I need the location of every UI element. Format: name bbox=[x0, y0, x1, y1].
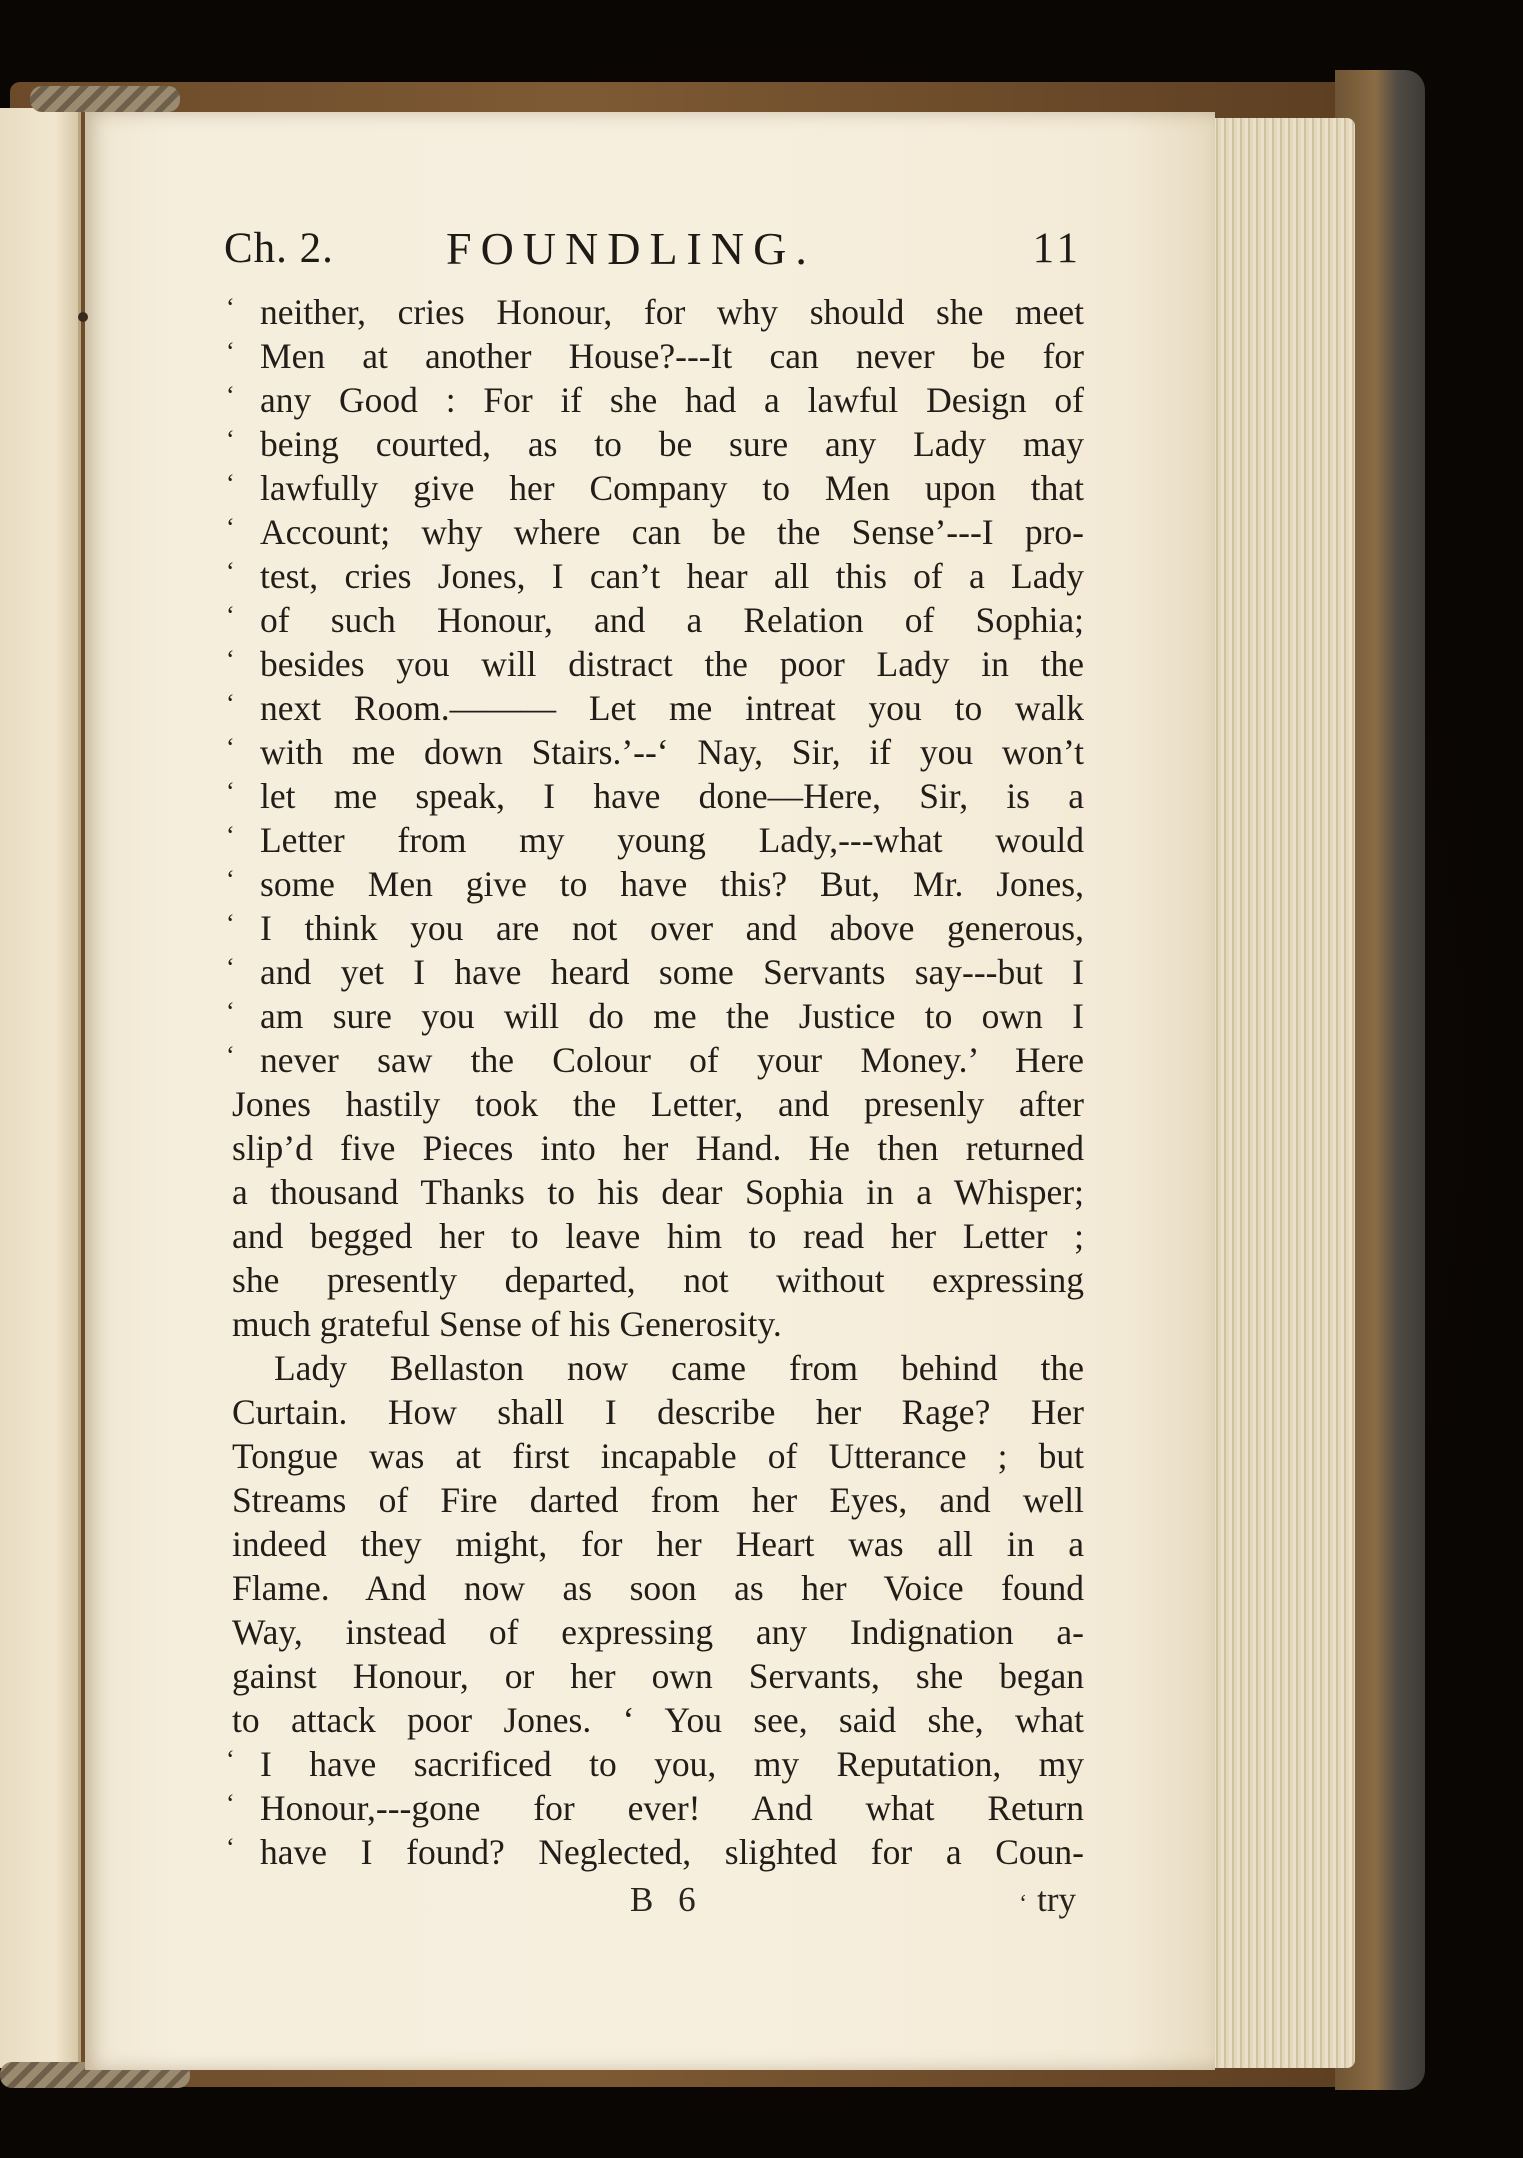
text-line bbox=[232, 1434, 1084, 1478]
text-line bbox=[226, 730, 1084, 774]
text-line bbox=[232, 1214, 1084, 1258]
line-text: I have sacrificed to you, my Reputation, my bbox=[260, 1744, 1084, 1784]
text-line bbox=[226, 510, 1084, 554]
line-text: Lady Bellaston now came from behind the bbox=[274, 1348, 1084, 1388]
quote-mark: ‘ bbox=[226, 997, 235, 1026]
text-line bbox=[226, 1786, 1084, 1830]
quote-mark: ‘ bbox=[226, 645, 235, 674]
line-text: to attack poor Jones. ‘ You see, said she, what bbox=[232, 1700, 1084, 1740]
catchword-text: try bbox=[1037, 1880, 1076, 1919]
line-text: have I found? Neglected, slighted for a Coun- bbox=[260, 1832, 1084, 1872]
line-text: lawfully give her Company to Men upon that bbox=[260, 468, 1084, 508]
text-line bbox=[232, 1478, 1084, 1522]
line-text: Curtain. How shall I describe her Rage? Her bbox=[232, 1392, 1084, 1432]
text-line bbox=[226, 774, 1084, 818]
quote-mark: ‘ bbox=[226, 821, 235, 850]
quote-mark: ‘ bbox=[226, 337, 235, 366]
margin-mark bbox=[78, 312, 88, 322]
page-text bbox=[226, 290, 1084, 1874]
quote-mark: ‘ bbox=[226, 293, 235, 322]
text-line bbox=[232, 1170, 1084, 1214]
text-line bbox=[226, 598, 1084, 642]
quote-mark: ‘ bbox=[226, 953, 235, 982]
text-line bbox=[226, 906, 1084, 950]
line-text: and yet I have heard some Servants say---but I bbox=[260, 952, 1084, 992]
text-line bbox=[226, 862, 1084, 906]
line-text: besides you will distract the poor Lady in the bbox=[260, 644, 1084, 684]
quote-mark: ‘ bbox=[226, 733, 235, 762]
line-text: gainst Honour, or her own Servants, she began bbox=[232, 1656, 1084, 1696]
text-line bbox=[226, 1830, 1084, 1874]
text-line bbox=[226, 818, 1084, 862]
line-text: let me speak, I have done—Here, Sir, is a bbox=[260, 776, 1084, 816]
text-line bbox=[232, 1610, 1084, 1654]
quote-mark: ‘ bbox=[226, 469, 235, 498]
quote-mark: ‘ bbox=[226, 425, 235, 454]
quote-mark: ‘ bbox=[226, 1833, 235, 1862]
line-text: some Men give to have this? But, Mr. Jones, bbox=[260, 864, 1084, 904]
quote-mark: ‘ bbox=[226, 513, 235, 542]
quote-mark: ‘ bbox=[226, 1745, 235, 1774]
text-line bbox=[232, 1654, 1084, 1698]
quote-mark: ‘ bbox=[226, 1041, 235, 1070]
text-line bbox=[232, 1126, 1084, 1170]
quote-mark: ‘ bbox=[226, 557, 235, 586]
quote-mark: ‘ bbox=[226, 601, 235, 630]
line-text: am sure you will do me the Justice to own I bbox=[260, 996, 1084, 1036]
text-line bbox=[226, 994, 1084, 1038]
page-block-edges bbox=[1205, 118, 1355, 2068]
line-text: Streams of Fire darted from her Eyes, and well bbox=[232, 1480, 1084, 1520]
text-line bbox=[226, 686, 1084, 730]
quote-mark: ‘ bbox=[226, 689, 235, 718]
text-line bbox=[226, 950, 1084, 994]
line-text: indeed they might, for her Heart was all in a bbox=[232, 1524, 1084, 1564]
quote-mark: ‘ bbox=[226, 909, 235, 938]
line-text: next Room.——— Let me intreat you to walk bbox=[260, 688, 1084, 728]
line-text: Jones hastily took the Letter, and presenly after bbox=[232, 1084, 1084, 1124]
line-text: neither, cries Honour, for why should she meet bbox=[260, 292, 1084, 332]
chapter-label: Ch. 2. bbox=[224, 225, 334, 272]
line-text: she presently departed, not without expressing bbox=[232, 1260, 1084, 1300]
line-text: Men at another House?---It can never be for bbox=[260, 336, 1084, 376]
line-text: much grateful Sense of his Generosity. bbox=[232, 1304, 782, 1344]
text-line bbox=[226, 642, 1084, 686]
text-line bbox=[226, 378, 1084, 422]
catchword bbox=[1019, 1880, 1076, 1920]
line-text: any Good : For if she had a lawful Design of bbox=[260, 380, 1084, 420]
text-line bbox=[232, 1346, 1084, 1390]
quote-mark: ‘ bbox=[226, 865, 235, 894]
page-number: 11 bbox=[1032, 225, 1082, 272]
left-page-edge bbox=[0, 108, 81, 2068]
quote-mark: ‘ bbox=[226, 381, 235, 410]
line-text: never saw the Colour of your Money.’ Here bbox=[260, 1040, 1084, 1080]
text-line bbox=[226, 290, 1084, 334]
text-line bbox=[226, 422, 1084, 466]
line-text: being courted, as to be sure any Lady may bbox=[260, 424, 1084, 464]
text-line bbox=[226, 334, 1084, 378]
line-text: test, cries Jones, I can’t hear all this of a Lady bbox=[260, 556, 1084, 596]
line-text: Flame. And now as soon as her Voice found bbox=[232, 1568, 1084, 1608]
catchword-quote: ‘ bbox=[1019, 1891, 1028, 1917]
line-text: Way, instead of expressing any Indignation a- bbox=[232, 1612, 1084, 1652]
line-text: and begged her to leave him to read her Letter ; bbox=[232, 1216, 1084, 1256]
line-text: Honour,---gone for ever! And what Return bbox=[260, 1788, 1084, 1828]
line-text: Account; why where can be the Sense’---I pro- bbox=[260, 512, 1084, 552]
quote-mark: ‘ bbox=[226, 1789, 235, 1818]
line-text: of such Honour, and a Relation of Sophia; bbox=[260, 600, 1084, 640]
text-line bbox=[226, 1038, 1084, 1082]
catchline bbox=[232, 1880, 1084, 1924]
text-line bbox=[232, 1082, 1084, 1126]
text-line bbox=[232, 1258, 1084, 1302]
line-text: Letter from my young Lady,---what would bbox=[260, 820, 1084, 860]
text-line bbox=[226, 466, 1084, 510]
line-text: a thousand Thanks to his dear Sophia in a Whisper; bbox=[232, 1172, 1084, 1212]
text-line bbox=[232, 1302, 1084, 1346]
text-line bbox=[226, 554, 1084, 598]
line-text: slip’d five Pieces into her Hand. He then returned bbox=[232, 1128, 1084, 1168]
running-title: FOUNDLING. bbox=[446, 223, 816, 274]
text-line bbox=[232, 1698, 1084, 1742]
binding-cord-top bbox=[30, 86, 180, 112]
running-head bbox=[224, 222, 1082, 278]
text-line bbox=[226, 1742, 1084, 1786]
text-line bbox=[232, 1390, 1084, 1434]
line-text: with me down Stairs.’--‘ Nay, Sir, if you won’t bbox=[260, 732, 1084, 772]
text-line bbox=[232, 1566, 1084, 1610]
quote-mark: ‘ bbox=[226, 777, 235, 806]
signature-mark: B 6 bbox=[630, 1880, 704, 1919]
line-text: Tongue was at first incapable of Utterance ; but bbox=[232, 1436, 1084, 1476]
line-text: I think you are not over and above generous, bbox=[260, 908, 1084, 948]
text-line bbox=[232, 1522, 1084, 1566]
